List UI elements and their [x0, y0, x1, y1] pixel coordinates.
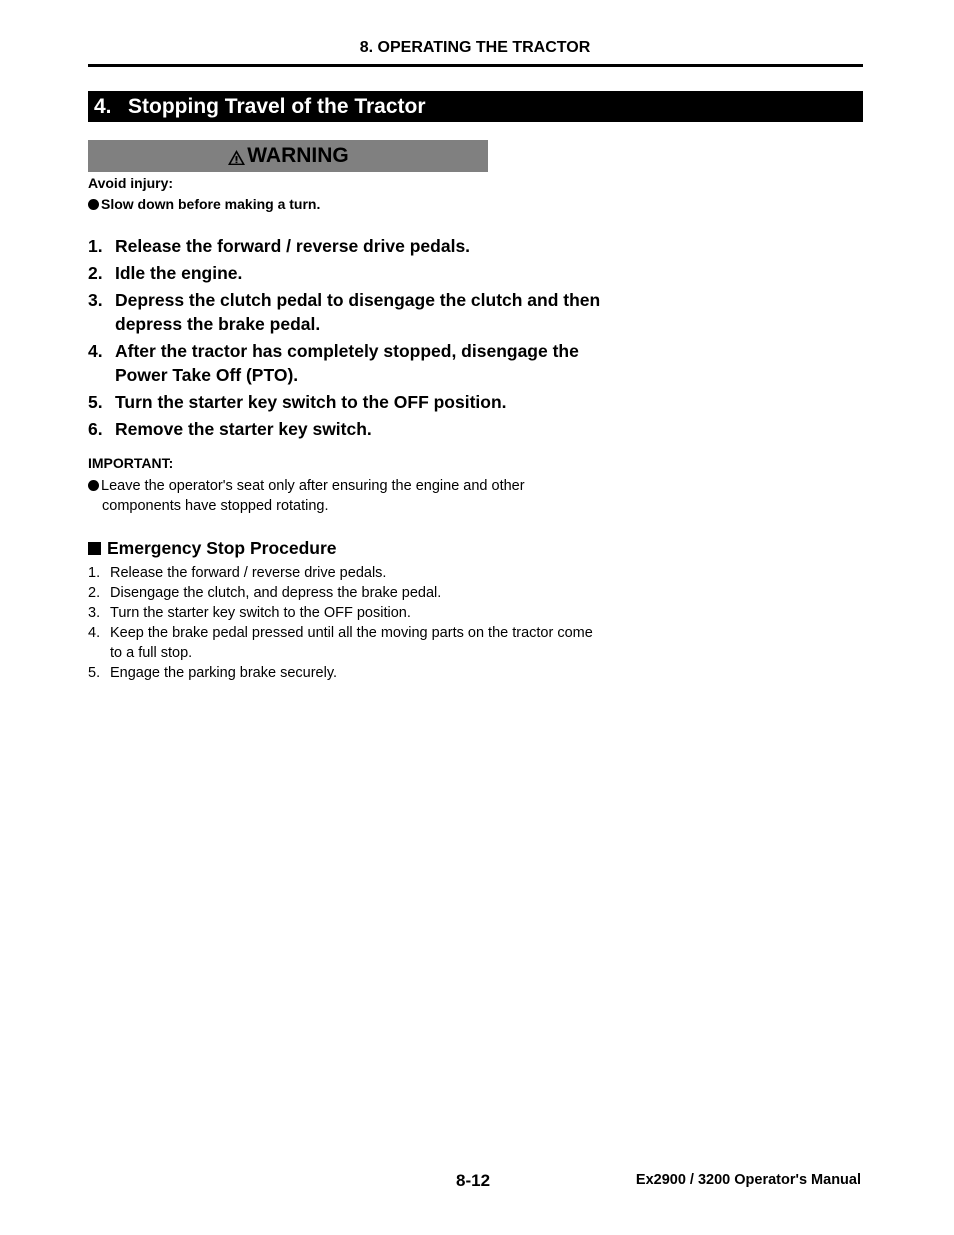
- warning-triangle-icon: [227, 149, 246, 166]
- step-number: 3.: [88, 290, 103, 310]
- step-number: 4.: [88, 625, 101, 641]
- step-number: 2.: [88, 263, 103, 283]
- manual-title: Ex2900 / 3200 Operator's Manual: [635, 1172, 861, 1188]
- important-note: [88, 476, 608, 516]
- list-item: [88, 583, 608, 603]
- list-item: [88, 339, 608, 387]
- page-number: 8-12: [456, 1171, 491, 1190]
- list-item: [88, 603, 608, 623]
- bullet-icon: [88, 480, 99, 491]
- step-text: Depress the clutch pedal to disengage the clutch and then depress the brake pedal.: [115, 290, 601, 334]
- square-bullet-icon: [88, 542, 101, 555]
- emergency-steps: [88, 563, 608, 683]
- step-text: Turn the starter key switch to the OFF position.: [110, 605, 411, 621]
- important-line-1: Leave the operator's seat only after ensuring the engine and other: [101, 478, 525, 494]
- list-item: [88, 234, 608, 258]
- step-text: Disengage the clutch, and depress the brake pedal.: [110, 585, 442, 601]
- step-text: Engage the parking brake securely.: [110, 665, 338, 681]
- emergency-title: Emergency Stop Procedure: [107, 538, 337, 558]
- step-number: 6.: [88, 419, 103, 439]
- warning-bullet: [88, 196, 320, 212]
- bullet-icon: [88, 199, 99, 210]
- step-text: Idle the engine.: [115, 263, 243, 283]
- section-title-bar: [88, 91, 863, 122]
- list-item: [88, 417, 608, 441]
- warning-bullet-text: Slow down before making a turn.: [101, 196, 321, 212]
- step-number: 1.: [88, 236, 103, 256]
- warning-label: WARNING: [247, 144, 349, 167]
- list-item: [88, 663, 608, 683]
- stopping-steps: [88, 234, 608, 444]
- step-number: 5.: [88, 665, 101, 681]
- step-number: 4.: [88, 341, 103, 361]
- list-item: [88, 390, 608, 414]
- important-line-2: components have stopped rotating.: [102, 498, 329, 514]
- warning-banner: [88, 140, 488, 172]
- list-item: [88, 288, 608, 336]
- step-text: Remove the starter key switch.: [115, 419, 372, 439]
- step-number: 2.: [88, 585, 101, 601]
- list-item: [88, 623, 608, 663]
- section-number: 4.: [94, 95, 112, 118]
- step-text: After the tractor has completely stopped, disengage the Power Take Off (PTO).: [115, 341, 579, 385]
- list-item: [88, 563, 608, 583]
- section-title: Stopping Travel of the Tractor: [128, 95, 426, 118]
- step-text: Release the forward / reverse drive pedals.: [110, 565, 387, 581]
- step-number: 5.: [88, 392, 103, 412]
- list-item: [88, 261, 608, 285]
- emergency-heading: [88, 538, 337, 559]
- warning-intro: Avoid injury:: [88, 175, 174, 191]
- chapter-header: 8. OPERATING THE TRACTOR: [359, 39, 591, 56]
- important-label: IMPORTANT:: [88, 455, 174, 471]
- header-rule: [88, 64, 863, 67]
- step-number: 1.: [88, 565, 101, 581]
- step-text: Turn the starter key switch to the OFF position.: [115, 392, 507, 412]
- step-number: 3.: [88, 605, 101, 621]
- step-text: Keep the brake pedal pressed until all the moving parts on the tractor come to a full stop.: [110, 625, 593, 661]
- step-text: Release the forward / reverse drive pedals.: [115, 236, 471, 256]
